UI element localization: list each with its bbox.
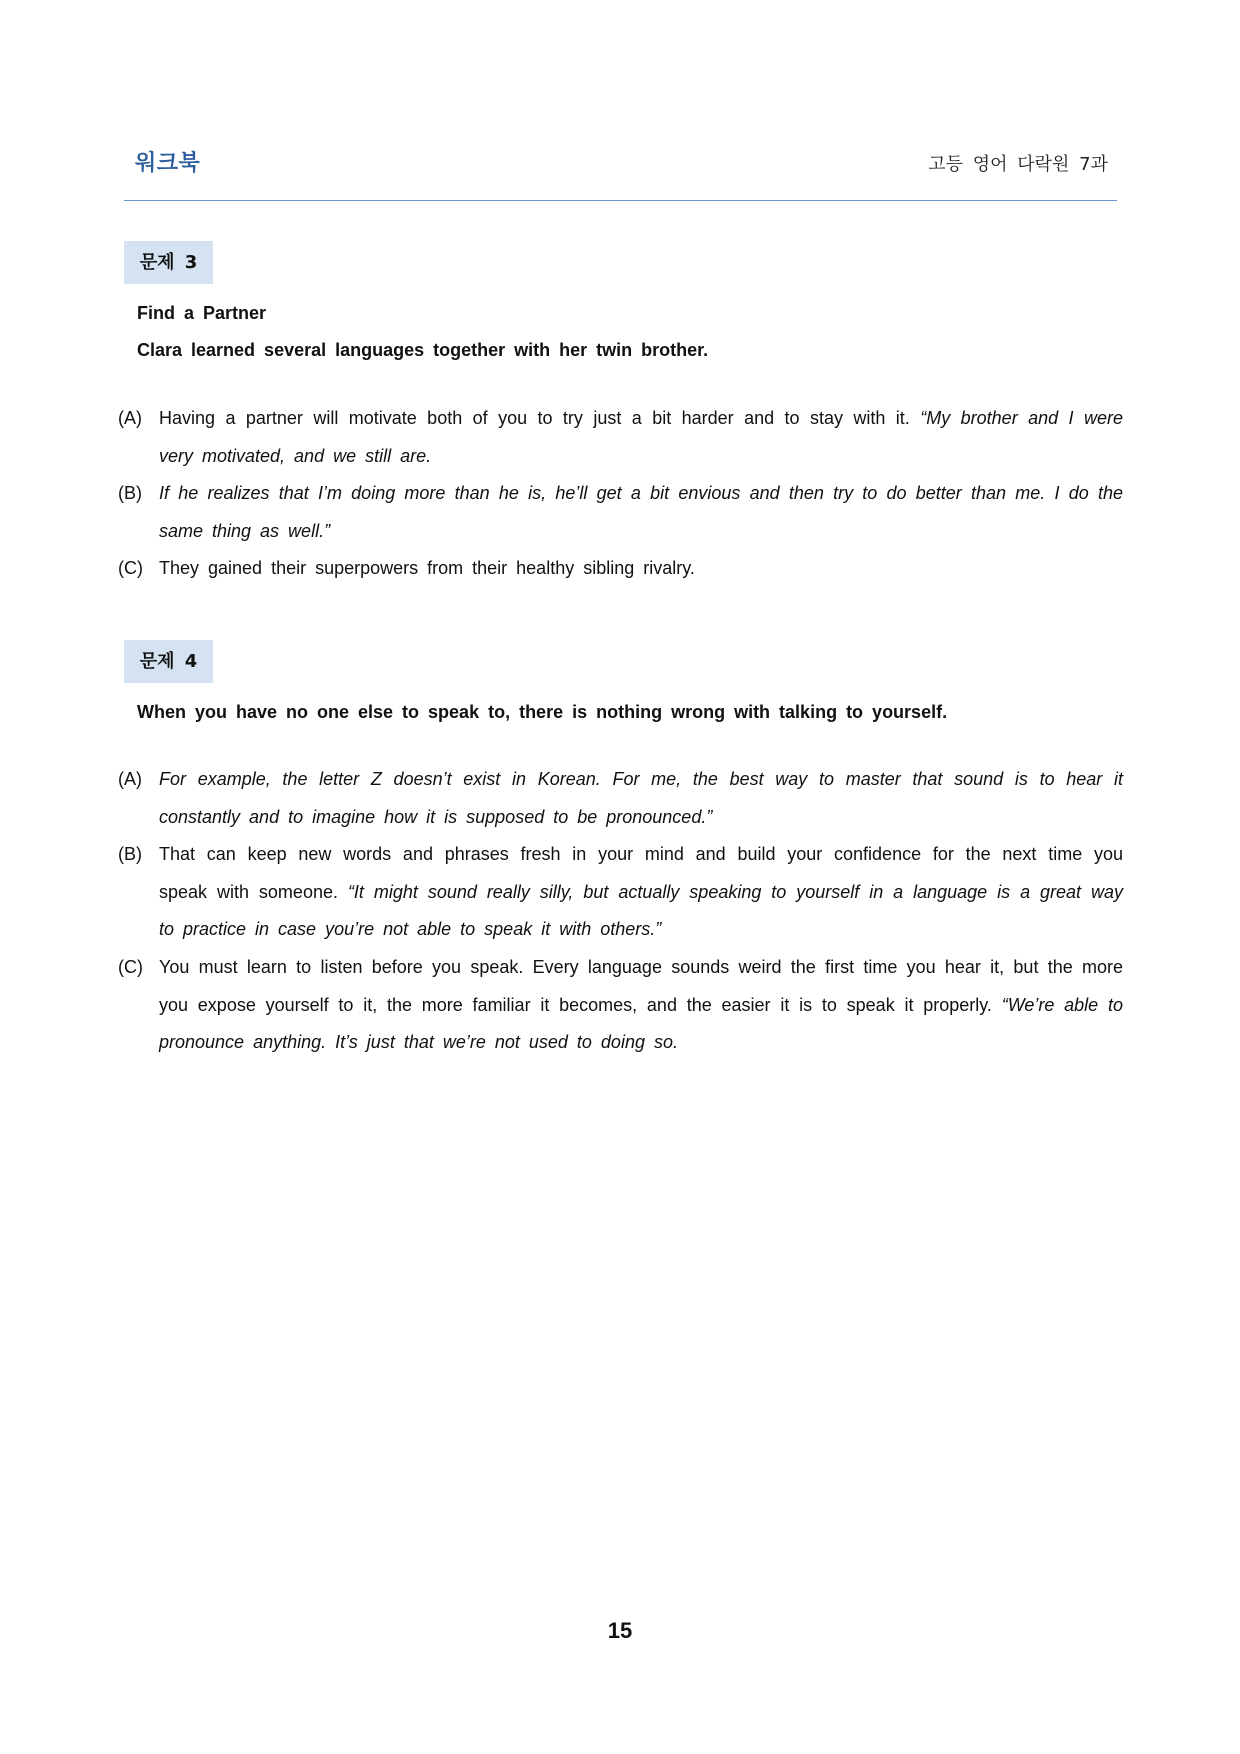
option-text: Having a partner will motivate both of you to try just a bit harder and to stay with it. “My brother and I were very motivated, and we still are. — [159, 408, 1123, 466]
option-text: You must learn to listen before you speak. Every language sounds weird the first time you hear it, but the more you expose yourself to it, the more familiar it becomes, and the easier it is to speak it properly. “We’re able to pronounce anything. It’s just that we’re not used to doing so. — [159, 957, 1123, 1052]
option-label: (B) — [118, 483, 142, 503]
header-course: 고등 영어 다락원 7과 — [928, 154, 1108, 175]
problem-4-badge: 문제 4 — [124, 640, 213, 683]
option-label: (A) — [118, 769, 142, 789]
option-label: (B) — [118, 844, 142, 864]
option-text: For example, the letter Z doesn’t exist in Korean. For me, the best way to master that sound is to hear it constantly and to imagine how it is supposed to be pronounced.” — [159, 769, 1123, 827]
problem-3-prompt: Clara learned several languages together with her twin brother. — [137, 340, 709, 360]
option-label: (C) — [118, 558, 143, 578]
problem-3-heading: Find a Partner — [137, 303, 267, 323]
problem-3-option-b — [118, 475, 1123, 550]
header-title: 워크북 — [135, 151, 201, 176]
header-divider — [124, 200, 1117, 201]
problem-4-option-b — [118, 836, 1123, 949]
option-label: (C) — [118, 957, 143, 977]
problem-4-option-c — [118, 949, 1123, 1062]
problem-4-prompt: When you have no one else to speak to, there is nothing wrong with talking to yourself. — [137, 702, 948, 722]
problem-3-badge: 문제 3 — [124, 241, 213, 284]
option-text: If he realizes that I’m doing more than he is, he’ll get a bit envious and then try to do better than me. I do the same thing as well.” — [159, 483, 1123, 541]
option-label: (A) — [118, 408, 142, 428]
problem-3-option-a — [118, 400, 1123, 475]
option-text: That can keep new words and phrases fresh in your mind and build your confidence for the next time you speak with someone. “It might sound really silly, but actually speaking to yourself in a language is a great way to practice in case you’re not able to speak it with others.” — [159, 844, 1123, 939]
page-number: 15 — [607, 1618, 633, 1643]
problem-3-option-c — [118, 550, 1123, 588]
problem-4-option-a — [118, 761, 1123, 836]
option-text: They gained their superpowers from their healthy sibling rivalry. — [159, 558, 695, 578]
